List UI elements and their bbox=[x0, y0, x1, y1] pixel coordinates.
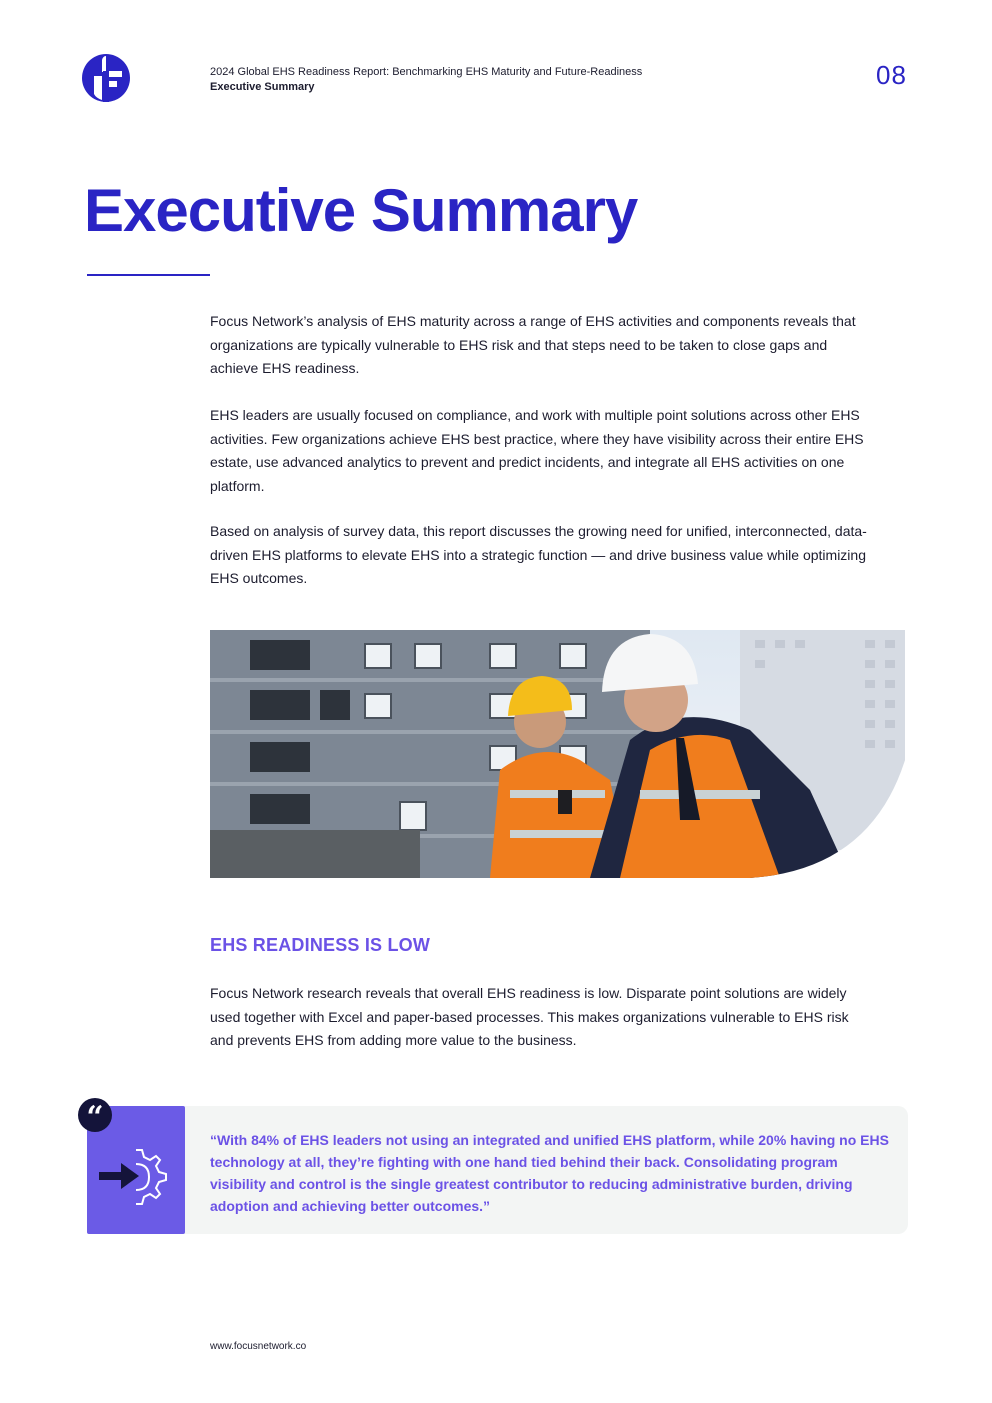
report-header bbox=[210, 65, 642, 95]
readiness-paragraph: Focus Network research reveals that overall EHS readiness is low. Disparate point solutions are widely used together with Excel and paper-based processes. This makes organizations vulnerable to EHS risk and prevents EHS from adding more value to the business. bbox=[210, 985, 849, 1048]
page-number: 08 bbox=[876, 60, 907, 90]
quote-text: “With 84% of EHS leaders not using an integrated and unified EHS platform, while 20% having no EHS technology at all, they’re fighting with one hand tied behind their back. Consolidating program visibility and control is the single greatest contributor to reducing administrative burden, driving adoption and achieving better outcomes.” bbox=[210, 1132, 889, 1214]
leaders-paragraph: EHS leaders are usually focused on compliance, and work with multiple point solutions across other EHS activities. Few organizations achieve EHS best practice, where they have visibility across their entire EHS estate, use advanced analytics to prevent and predict incidents, and integrate all EHS activities on one platform. bbox=[210, 407, 864, 494]
footer-website-link[interactable]: www.focusnetwork.co bbox=[210, 1341, 307, 1352]
focus-network-logo bbox=[82, 54, 130, 102]
section-heading: EHS READINESS IS LOW bbox=[210, 935, 431, 955]
page-title: Executive Summary bbox=[84, 177, 638, 244]
intro-paragraph: Focus Network’s analysis of EHS maturity across a range of EHS activities and components reveals that organizations are typically vulnerable to EHS risk and that steps need to be taken to close gaps and achieve EHS readiness. bbox=[210, 313, 856, 376]
analysis-paragraph: Based on analysis of survey data, this report discusses the growing need for unified, interconnected, data-driven EHS platforms to elevate EHS into a strategic function — and drive business value while optimizing EHS outcomes. bbox=[210, 523, 867, 586]
report-title: 2024 Global EHS Readiness Report: Benchmarking EHS Maturity and Future-Readiness bbox=[210, 66, 643, 78]
title-divider bbox=[87, 274, 210, 276]
svg-text:“: “ bbox=[86, 1100, 104, 1132]
quote-mark-icon bbox=[78, 1098, 112, 1132]
construction-workers-photo bbox=[210, 630, 905, 878]
section-name: Executive Summary bbox=[210, 81, 315, 93]
